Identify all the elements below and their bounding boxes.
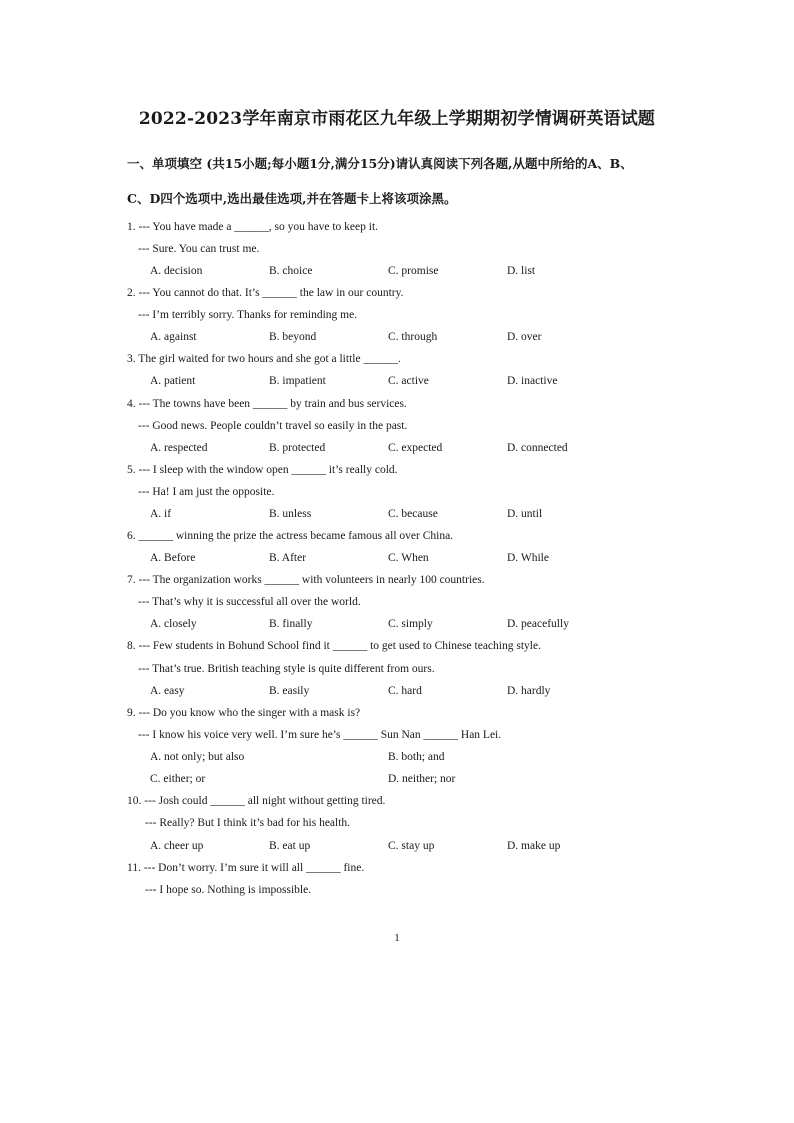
question-8-option-a[interactable]: A. easy bbox=[150, 685, 185, 697]
question-11-response: --- I hope so. Nothing is impossible. bbox=[145, 884, 312, 896]
question-4-option-c[interactable]: C. expected bbox=[388, 442, 443, 454]
question-5-option-d[interactable]: D. until bbox=[507, 508, 543, 520]
question-5-option-c[interactable]: C. because bbox=[388, 508, 438, 520]
question-3-option-c[interactable]: C. active bbox=[388, 375, 429, 387]
question-1-option-c[interactable]: C. promise bbox=[388, 265, 439, 277]
question-2-option-c[interactable]: C. through bbox=[388, 331, 438, 343]
page-title: 2022-2023学年南京市雨花区九年级上学期期初学情调研英语试题 bbox=[138, 109, 656, 129]
question-7-option-b[interactable]: B. finally bbox=[269, 618, 313, 630]
question-6-stem: 6. ______ winning the prize the actress became famous all over China. bbox=[127, 530, 454, 542]
question-8-option-d[interactable]: D. hardly bbox=[507, 685, 551, 697]
question-10-option-b[interactable]: B. eat up bbox=[269, 840, 311, 852]
question-1-stem: 1. --- You have made a ______, so you have to keep it. bbox=[127, 221, 379, 233]
question-4-response: --- Good news. People couldn’t travel so easily in the past. bbox=[138, 420, 408, 432]
question-7-option-d[interactable]: D. peacefully bbox=[507, 618, 569, 630]
question-3-stem: 3. The girl waited for two hours and she got a little ______. bbox=[127, 353, 401, 365]
question-1-response: --- Sure. You can trust me. bbox=[138, 243, 260, 255]
question-5-stem: 5. --- I sleep with the window open ______ it’s really cold. bbox=[127, 464, 398, 476]
question-5-option-b[interactable]: B. unless bbox=[269, 508, 312, 520]
question-2-stem: 2. --- You cannot do that. It’s ______ the law in our country. bbox=[127, 287, 404, 299]
question-8-option-b[interactable]: B. easily bbox=[269, 685, 310, 697]
question-9-response: --- I know his voice very well. I’m sure he’s ______ Sun Nan ______ Han Lei. bbox=[138, 729, 502, 741]
question-6-option-b[interactable]: B. After bbox=[269, 552, 307, 564]
question-1-option-b[interactable]: B. choice bbox=[269, 265, 313, 277]
section-instructions-line-1: 一、单项填空 (共15小题;每小题1分,满分15分)请认真阅读下列各题,从题中所给的A、B、 bbox=[127, 156, 633, 171]
question-5-response: --- Ha! I am just the opposite. bbox=[138, 486, 275, 498]
question-3-option-d[interactable]: D. inactive bbox=[507, 375, 558, 387]
question-6-option-a[interactable]: A. Before bbox=[150, 552, 196, 564]
question-4-option-a[interactable]: A. respected bbox=[150, 442, 208, 454]
question-6-option-d[interactable]: D. While bbox=[507, 552, 549, 564]
question-1-option-d[interactable]: D. list bbox=[507, 265, 536, 277]
question-2-response: --- I’m terribly sorry. Thanks for reminding me. bbox=[138, 309, 358, 321]
question-10-stem: 10. --- Josh could ______ all night without getting tired. bbox=[127, 795, 386, 807]
question-2-option-d[interactable]: D. over bbox=[507, 331, 542, 343]
question-11-stem: 11. --- Don’t worry. I’m sure it will all ______ fine. bbox=[127, 862, 365, 874]
question-9-option-a[interactable]: A. not only; but also bbox=[150, 751, 245, 763]
section-instructions-line-2: C、D四个选项中,选出最佳选项,并在答题卡上将该项涂黑。 bbox=[127, 191, 457, 206]
question-8-stem: 8. --- Few students in Bohund School find it ______ to get used to Chinese teaching style. bbox=[127, 640, 541, 652]
question-5-option-a[interactable]: A. if bbox=[150, 508, 172, 520]
question-9-option-b[interactable]: B. both; and bbox=[388, 751, 445, 763]
question-4-option-d[interactable]: D. connected bbox=[507, 442, 568, 454]
question-10-option-d[interactable]: D. make up bbox=[507, 840, 561, 852]
question-4-stem: 4. --- The towns have been ______ by train and bus services. bbox=[127, 398, 407, 410]
question-9-option-c[interactable]: C. either; or bbox=[150, 773, 206, 785]
question-8-response: --- That’s true. British teaching style is quite different from ours. bbox=[138, 663, 435, 675]
question-6-option-c[interactable]: C. When bbox=[388, 552, 429, 564]
question-3-option-a[interactable]: A. patient bbox=[150, 375, 196, 387]
question-8-option-c[interactable]: C. hard bbox=[388, 685, 422, 697]
question-9-option-d[interactable]: D. neither; nor bbox=[388, 773, 456, 785]
question-7-response: --- That’s why it is successful all over the world. bbox=[138, 596, 361, 608]
page-number: 1 bbox=[394, 932, 400, 944]
question-7-option-a[interactable]: A. closely bbox=[150, 618, 197, 630]
question-3-option-b[interactable]: B. impatient bbox=[269, 375, 326, 387]
question-7-stem: 7. --- The organization works ______ with volunteers in nearly 100 countries. bbox=[127, 574, 485, 586]
question-10-option-a[interactable]: A. cheer up bbox=[150, 840, 204, 852]
question-1-option-a[interactable]: A. decision bbox=[150, 265, 203, 277]
question-2-option-b[interactable]: B. beyond bbox=[269, 331, 317, 343]
question-9-stem: 9. --- Do you know who the singer with a mask is? bbox=[127, 707, 361, 719]
question-7-option-c[interactable]: C. simply bbox=[388, 618, 433, 630]
question-2-option-a[interactable]: A. against bbox=[150, 331, 197, 343]
question-10-response: --- Really? But I think it’s bad for his health. bbox=[145, 817, 351, 829]
question-4-option-b[interactable]: B. protected bbox=[269, 442, 326, 454]
question-10-option-c[interactable]: C. stay up bbox=[388, 840, 435, 852]
